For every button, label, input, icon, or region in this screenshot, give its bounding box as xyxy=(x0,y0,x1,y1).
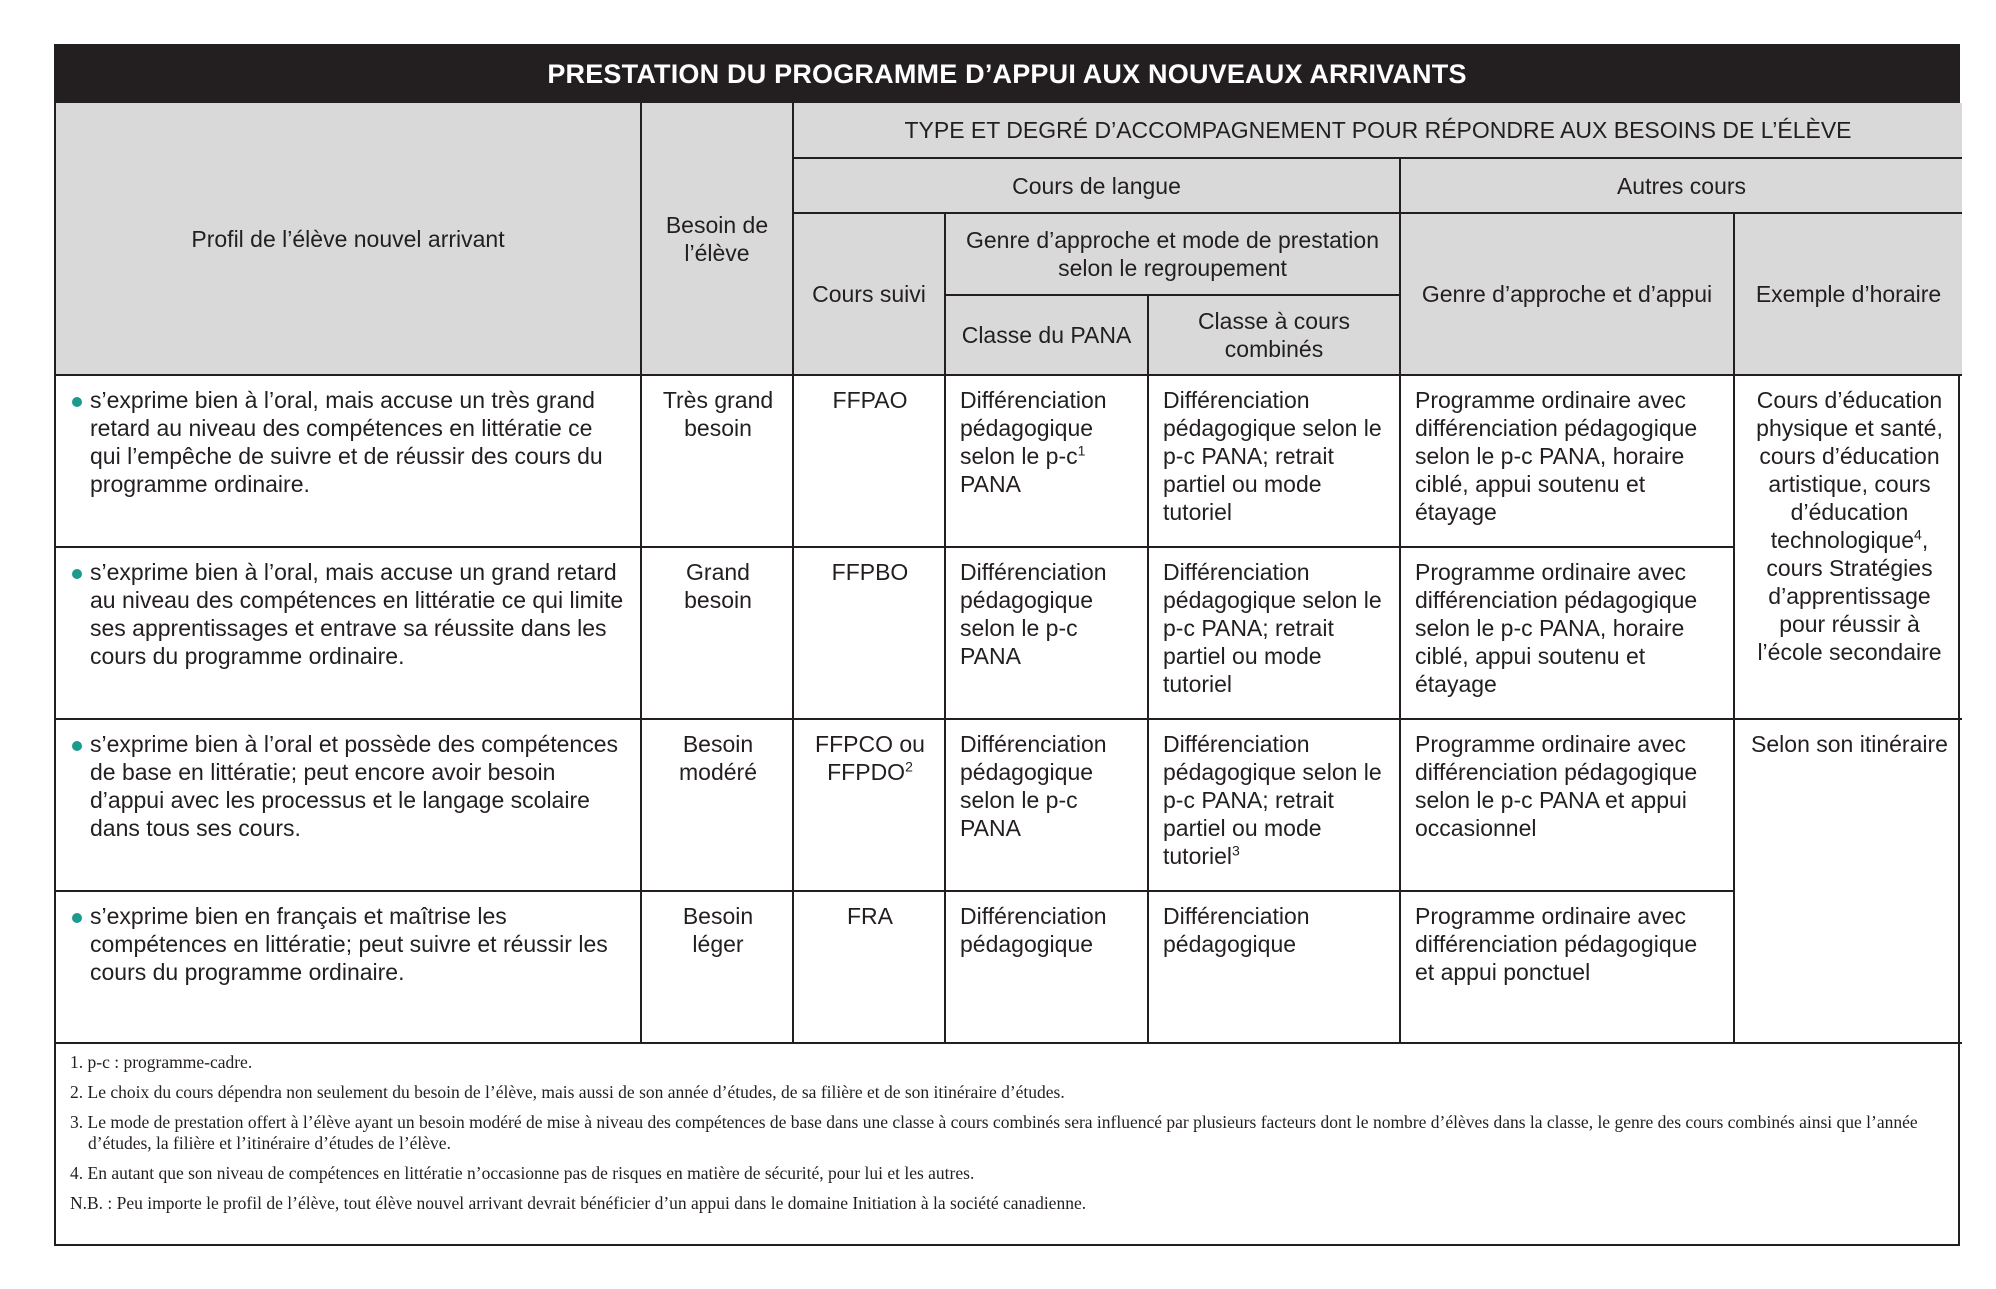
table-row xyxy=(56,375,1962,547)
footnote-2: 2. Le choix du cours dépendra non seulement du besoin de l’élève, mais aussi de son année d’études, de sa filière et de son itinéraire d’études. xyxy=(70,1082,1065,1102)
footnote-nb: N.B. : Peu importe le profil de l’élève, tout élève nouvel arrivant devrait bénéficier d’un appui dans le domaine Initiation à la société canadienne. xyxy=(70,1193,1087,1213)
header-genre-support: Genre d’approche et d’appui xyxy=(1400,213,1734,375)
footnote-3: 3. Le mode de prestation offert à l’élève ayant un besoin modéré de mise à niveau des compétences de base dans une classe à cours combinés sera influencé par plusieurs facteurs dont le nombre d’élèves dans la classe, le genre des cours combinés ainsi que l’année d’études, la filière et l’itinéraire d’études de l’élève. xyxy=(70,1112,1918,1153)
need-cell: Besoin modéré xyxy=(641,719,793,891)
header-language-courses: Cours de langue xyxy=(793,158,1400,213)
combined-cell: Différenciation pédagogique selon le p-c PANA; retrait partiel ou mode tutoriel xyxy=(1148,375,1400,547)
profile-cell: s’exprime bien à l’oral et possède des compétences de base en littératie; peut encore avoir besoin d’appui avec les processus et le langage scolaire dans tous ses cours. xyxy=(56,719,641,891)
combined-cell: Différenciation pédagogique selon le p-c PANA; retrait partiel ou mode tutoriel$^3$ xyxy=(1148,719,1400,891)
profile-cell: s’exprime bien à l’oral, mais accuse un grand retard au niveau des compétences en littératie ce qui limite ses apprentissages et entrave sa réussite dans les cours du programme ordinaire. xyxy=(56,547,641,719)
header-type: TYPE ET DEGRÉ D’ACCOMPAGNEMENT POUR RÉPONDRE AUX BESOINS DE L’ÉLÈVE xyxy=(793,103,1962,158)
table-row xyxy=(56,547,1962,719)
table-title: PRESTATION DU PROGRAMME D’APPUI AUX NOUVEAUX ARRIVANTS xyxy=(56,46,1958,103)
header-genre-mode: Genre d’approche et mode de prestation selon le regroupement xyxy=(945,213,1400,295)
header-profile: Profil de l’élève nouvel arrivant xyxy=(56,103,641,375)
bullet-icon xyxy=(72,741,82,751)
table-row xyxy=(56,891,1962,1043)
support-cell: Programme ordinaire avec différenciation pédagogique et appui ponctuel xyxy=(1400,891,1734,1043)
profile-cell: s’exprime bien en français et maîtrise les compétences en littératie; peut suivre et réussir les cours du programme ordinaire. xyxy=(56,891,641,1043)
combined-cell: Différenciation pédagogique selon le p-c PANA; retrait partiel ou mode tutoriel xyxy=(1148,547,1400,719)
header-schedule: Exemple d’horaire xyxy=(1734,213,1962,375)
need-cell: Besoin léger xyxy=(641,891,793,1043)
header-combined-class: Classe à cours combinés xyxy=(1148,295,1400,375)
course-cell: FFPCO ou FFPDO$^2$ xyxy=(793,719,945,891)
footnote-4: 4. En autant que son niveau de compétences en littératie n’occasionne pas de risques en matière de sécurité, pour lui et les autres. xyxy=(70,1163,975,1183)
support-cell: Programme ordinaire avec différenciation pédagogique selon le p-c PANA, horaire ciblé, appui soutenu et étayage xyxy=(1400,547,1734,719)
course-cell: FRA xyxy=(793,891,945,1043)
bullet-icon xyxy=(72,913,82,923)
support-cell: Programme ordinaire avec différenciation pédagogique selon le p-c PANA et appui occasionnel xyxy=(1400,719,1734,891)
need-cell: Grand besoin xyxy=(641,547,793,719)
footnote-1: 1. p-c : programme-cadre. xyxy=(70,1052,253,1072)
header-course: Cours suivi xyxy=(793,213,945,375)
pana-cell: Différenciation pédagogique xyxy=(945,891,1148,1043)
program-table-frame xyxy=(54,44,1960,1246)
combined-cell: Différenciation pédagogique xyxy=(1148,891,1400,1043)
pana-cell: Différenciation pédagogique selon le p-c PANA xyxy=(945,547,1148,719)
support-cell: Programme ordinaire avec différenciation pédagogique selon le p-c PANA, horaire ciblé, appui soutenu et étayage xyxy=(1400,375,1734,547)
need-cell: Très grand besoin xyxy=(641,375,793,547)
pana-cell: Différenciation pédagogique selon le p-c PANA xyxy=(945,719,1148,891)
course-cell: FFPBO xyxy=(793,547,945,719)
header-pana-class: Classe du PANA xyxy=(945,295,1148,375)
bullet-icon xyxy=(72,397,82,407)
header-need: Besoin de l’élève xyxy=(641,103,793,375)
schedule-cell: Cours d’éducation physique et santé, cours d’éducation artistique, cours d’éducation technologique$^4$, cours Stratégies d’apprentissage pour réussir à l’école secondaire xyxy=(1734,375,1962,719)
bullet-icon xyxy=(72,569,82,579)
course-cell: FFPAO xyxy=(793,375,945,547)
table-row xyxy=(56,719,1962,891)
profile-cell: s’exprime bien à l’oral, mais accuse un très grand retard au niveau des compétences en littératie ce qui l’empêche de suivre et de réussir des cours du programme ordinaire. xyxy=(56,375,641,547)
pana-cell: Différenciation pédagogique selon le $p-c^1$ PANA xyxy=(945,375,1148,547)
header-other-courses: Autres cours xyxy=(1400,158,1962,213)
program-table xyxy=(56,103,1962,1044)
schedule-cell: Selon son itinéraire xyxy=(1734,719,1962,1043)
footnotes xyxy=(56,1044,1958,1214)
